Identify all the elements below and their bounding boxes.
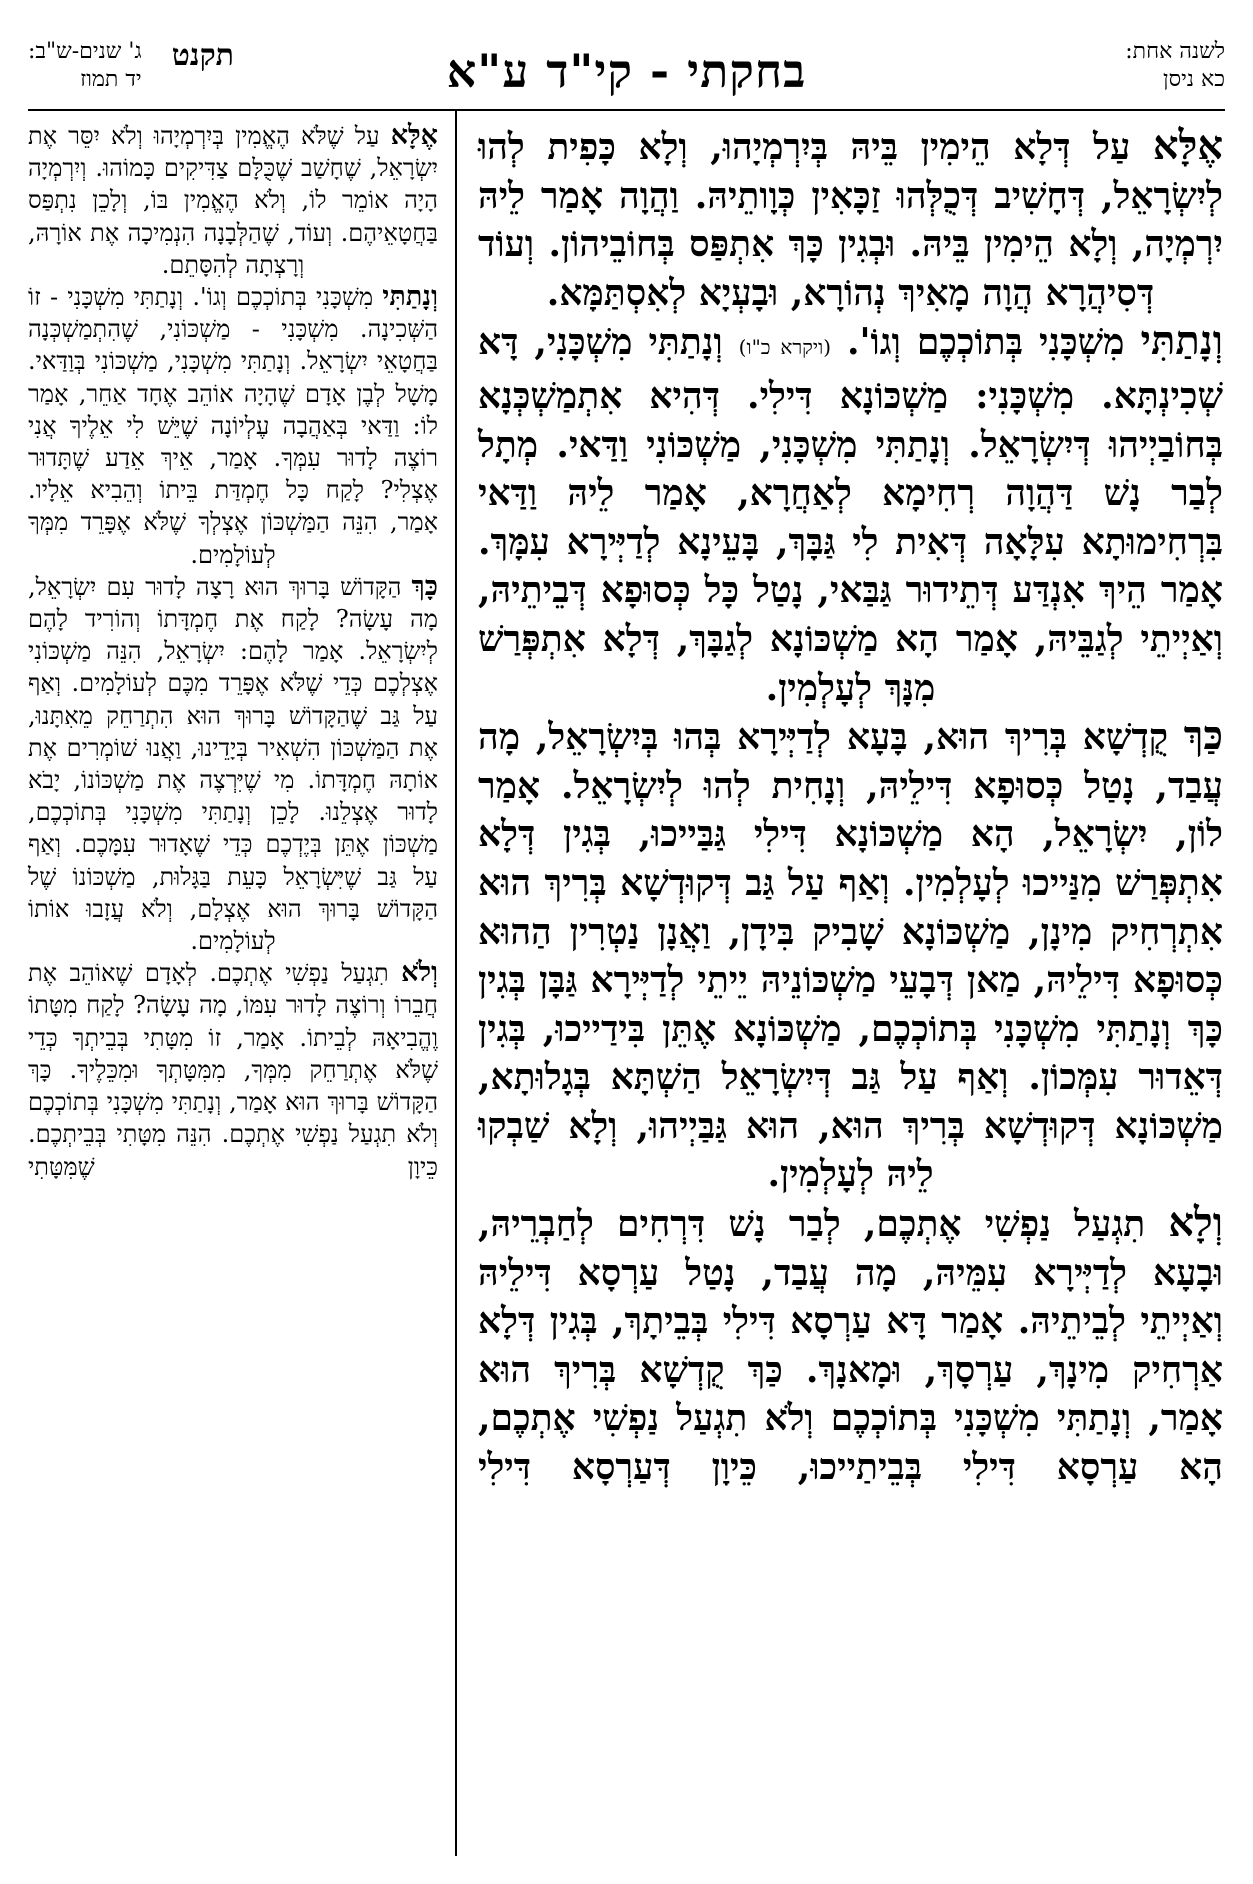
one-year-label: לשנה אחת: [1125, 39, 1225, 64]
side-paragraph [28, 957, 438, 1182]
main-initial-word: וְלָא [1168, 1199, 1223, 1247]
side-initial-word: וְלֹא [401, 957, 438, 989]
side-initial-word: אֶלָּא [390, 120, 438, 151]
page-number: תקנט [171, 38, 234, 73]
main-paragraph-body: קֻדְשָׁא בְּרִיךְ הוּא, בָּעָא לְדַיְּירָא בְּהוּ בְּיִשְׂרָאֵל, מָה עֲבַד, נָטַל כְּסוּפָא דִּילֵיהּ, וְנָחִית לְהוּ לְיִשְׂרָאֵל. אָמַר לוֹן, יִשְׂרָאֵל, הָא מַשְׁכּוֹנָא דִּילִי גַּבַּייכוּ, בְּגִין דְּלָא אִתְפְּרַשׁ מִנַּייכוּ לְעָלְמִין. וְאַף עַל גַּב דְּקוּדְשָׁא בְּרִיךְ הוּא אִתְרְחִיק מִינָן, מַשְׁכּוֹנָא שָׁבִיק בִּידָן, וַאֲנָן נַטְרִין הַהוּא כְּסוּפָא דִּילֵיהּ, מַאן דְּבָעֵי מַשְׁכּוֹנֵיהּ יֵיתֵי לְדַיְּירָא גַּבָּן בְּגִין כָּךְ וְנָתַתִּי מִשְׁכָּנִי בְּתוֹכְכֶם, מַשְׁכּוֹנָא אֶתֵּן בִּידַייכוּ, בְּגִין דְּאֵדוּר עִמְּכוֹן. וְאַף עַל גַּב דְּיִשְׂרָאֵל הַשְׁתָּא בְּגָלוּתָא, מַשְׁכּוֹנָא דְּקוּדְשָׁא בְּרִיךְ הוּא, הוּא גַּבַּיְיהוּ, וְלָא שַׁבְקוּ לֵיהּ לְעָלְמִין. [478, 716, 1223, 1196]
one-year-date: כא ניסן [1163, 67, 1225, 92]
daily-schedule-three-years [28, 38, 234, 94]
main-initial-word: וְנָתַתִּי [1140, 317, 1223, 365]
aramaic-text-column [478, 122, 1223, 1860]
side-paragraph [28, 120, 438, 281]
main-paragraph-body: תִגְעַל נַפְשִׁי אֶתְכֶם, לְבַר נָשׁ דִּרְחִים לְחַבְרֵיהּ, וּבָעָא לְדַיְּירָא עִמֵּיהּ, מָה עֲבַד, נָטַל עַרְסָא דִּילֵיהּ וְאַיְיתֵי לְבֵיתֵיהּ. אָמַר דָּא עַרְסָא דִּילִי בְּבֵיתָךְ, בְּגִין דְּלָא אַרְחִיק מִינָךְ, עַרְסָךְ, וּמָאנָךְ. כַּךְ קֻדְשָׁא בְּרִיךְ הוּא אָמַר, וְנָתַתִּי מִשְׁכָּנִי בְּתוֹכְכֶם וְלֹא תִגְעַל נַפְשִׁי אֶתְכֶם, הָא עַרְסָא דִּילִי בְּבֵיתַייכוּ, כֵּיוָן דְּעַרְסָא דִּילִי [478, 1203, 1223, 1489]
side-paragraph-body: הַקָּדוֹשׁ בָּרוּךְ הוּא רָצָה לָדוּר עִם יִשְׂרָאֵל, מָה עָשָׂה? לָקַח אֶת חֶמְדָּתוֹ וְהוֹרִיד לָהֶם לְיִשְׂרָאֵל. אָמַר לָהֶם: יִשְׂרָאֵל, הִנֵּה מַשְׁכּוֹנִי אֶצְלְכֶם כְּדֵי שֶׁלֹּא אֶפָּרֵד מִכֶּם לְעוֹלָמִים. וְאַף עַל גַּב שֶׁהַקָּדוֹשׁ בָּרוּךְ הוּא הִתְרַחֵק מֵאִתָּנוּ, אֶת הַמַּשְׁכּוֹן הִשְׁאִיר בְּיָדֵינוּ, וַאֲנוּ שׁוֹמְרִים אֶת אוֹתָהּ חֶמְדָּתוֹ. מִי שֶׁיִּרְצֶה אֶת מַשְׁכּוֹנוֹ, יָבֹא לָדוּר אֶצְלֵנוּ. לָכֵן וְנָתַתִּי מִשְׁכָּנִי בְּתוֹכְכֶם, מַשְׁכּוֹן אֶתֵּן בְּיֶדְכֶם כְּדֵי שֶׁאָדוּר עִמָּכֶם. וְאַף עַל גַּב שֶׁיִּשְׂרָאֵל כָּעֵת בַּגָּלוּת, מַשְׁכּוֹנוֹ שֶׁל הַקָּדוֹשׁ בָּרוּךְ הוּא אֶצְלָם, וְלֹא עֲזָבוּ אוֹתוֹ לְעוֹלָמִים. [28, 572, 438, 956]
side-initial-word: כָּךְ [411, 570, 438, 602]
side-paragraph [28, 571, 438, 957]
main-initial-word: אֶלָּא [1152, 122, 1223, 169]
side-paragraph-body: תִגְעַל נַפְשִׁי אֶתְכֶם. לְאָדָם שֶׁאוֹהֵב אֶת חֲבֵרוֹ וְרוֹצֶה לָדוּר עִמּוֹ, מָה עָשָׂה? לָקַח מִטָּתוֹ וֶהֱבִיאָהּ לְבֵיתוֹ. אָמַר, זוֹ מִטָּתִי בְּבֵיתְךָ כְּדֵי שֶׁלֹּא אֶתְרַחֵק מִמְּךָ, מִמִּטָּתְךָ וּמִכֵּלֶיךָ. כָּךְ הַקָּדוֹשׁ בָּרוּךְ הוּא אָמַר, וְנָתַתִּי מִשְׁכָּנִי בְּתוֹכְכֶם וְלֹא תִגְעַל נַפְשִׁי אֶתְכֶם. הִנֵּה מִטָּתִי בְּבֵיתְכֶם. כֵּיוָן שֶׁמִּטָּתִי [28, 959, 438, 1181]
page-title: בחקתי - קי"ד ע"א [446, 44, 807, 98]
header-divider [28, 109, 1225, 111]
main-paragraph-body: וְנָתַתִּי מִשְׁכָּנִי, דָּא שְׁכִינְתָּא. מִשְׁכָּנִי: מַשְׁכּוֹנָא דִּילִי. דְּהִיא אִתְמַשְׁכְּנָא בְּחוֹבַיְיהוּ דְּיִשְׂרָאֵל. וְנָתַתִּי מִשְׁכָּנִי, מַשְׁכּוֹנִי וַדַּאי. מְתָל לְבַר נָשׁ דַּהֲוָה רְחִימָא לְאַחֲרָא, אָמַר לֵיהּ וַדַּאי בִּרְחִימוּתָא עִלָּאָה דְּאִית לִי גַּבָּךְ, בָּעֵינָא לְדַיְּירָא עִמָּךְ. אָמַר הֵיךְ אִנְדַּע דְּתֵידוּר גַּבַּאי, נָטַל כָּל כְּסוּפָא דְּבֵיתֵיהּ, וְאַיְיתֵי לְגַבֵּיהּ, אָמַר הָא מַשְׁכּוֹנָא לְגַבָּךְ, דְּלָא אִתְפְּרַשׁ מִנָּךְ לְעָלְמִין. [478, 321, 1223, 709]
three-years-date: יד תמוז [80, 67, 142, 92]
main-paragraph [478, 1199, 1223, 1492]
main-paragraph-body: מִשְׁכָּנִי בְּתוֹכְכֶם וְגוֹ'. [831, 321, 1141, 364]
side-initial-word: וְנָתַתִּי [382, 281, 438, 313]
side-paragraph-body: עַל שֶׁלֹּא הֶאֱמִין בְּיִרְמְיָהוּ וְלֹא יִסֵּר אֶת יִשְׂרָאֵל, שֶׁחָשַׁב שֶׁכֻּלָּם צַדִּיקִים כָּמוֹהוּ. וְיִרְמְיָה הָיָה אוֹמֵר לוֹ, וְלֹא הֶאֱמִין בּוֹ, וְלָכֵן נִתְפַּס בַּחֲטָאֵיהֶם. וְעוֹד, שֶׁהַלְּבָנָה הִנְמִיכָה אֶת אוֹרָהּ, וְרָצְתָה לְהִסָּתֵם. [28, 122, 438, 279]
column-divider [455, 111, 457, 1856]
page-header [28, 30, 1225, 120]
side-paragraph-body: מִשְׁכָּנִי בְּתוֹכְכֶם וְגוֹ'. וְנָתַתִּי מִשְׁכָּנִי - זוֹ הַשְּׁכִינָה. מִשְׁכָּנִי - מַשְׁכּוֹנִי, שֶׁהִתְמַשְׁכְּנָה בַּחֲטָאֵי יִשְׂרָאֵל. וְנָתַתִּי מִשְׁכָּנִי, מַשְׁכּוֹנִי בְּוַדַּאי. מָשָׁל לְבֶן אָדָם שֶׁהָיָה אוֹהֵב אֶחָד אַחֵר, אָמַר לוֹ: וַדַּאי בְּאַהֲבָה עֶלְיוֹנָה שֶׁיֵּשׁ לִי אֵלֶיךָ אֲנִי רוֹצֶה לָדוּר עִמְּךָ. אָמַר, אֵיךְ אֵדַע שֶׁתָּדוּר אֶצְלִי? לָקַח כָּל חֶמְדַּת בֵּיתוֹ וְהֵבִיא אֵלָיו. אָמַר, הִנֵּה הַמַּשְׁכּוֹן אֶצְלְךָ שֶׁלֹּא אֶפָּרֵד מִמְּךָ לְעוֹלָמִים. [28, 283, 438, 569]
main-paragraph-body: עַל דְּלָא הֵימִין בֵּיהּ בְּיִרְמְיָהוּ, וְלָא כָּפִית לְהוּ לְיִשְׂרָאֵל, דְּחָשִׁיב דְּכֻלְּהוּ זַכָּאִין כְּוָותֵיהּ. וַהֲוָה אָמַר לֵיהּ יִרְמְיָה, וְלָא הֵימִין בֵּיהּ. וּבְגִין כָּךְ אִתְפַּס בְּחוֹבֵיהוֹן. וְעוֹד דְּסִיהֲרָא הֲוָה מָאִיךְ נְהוֹרָא, וּבָעְיָא לְאִסְתַּמָּא. [478, 126, 1223, 314]
three-years-label: ג' שנים-ש"ב: [28, 39, 142, 64]
main-paragraph [478, 712, 1223, 1199]
main-paragraph [478, 317, 1223, 712]
verse-reference: (ויקרא כ"ו) [738, 335, 832, 360]
main-paragraph [478, 122, 1223, 317]
hebrew-translation-column [28, 120, 438, 1860]
main-initial-word: כַּךְ [1183, 712, 1223, 760]
side-paragraph [28, 281, 438, 571]
